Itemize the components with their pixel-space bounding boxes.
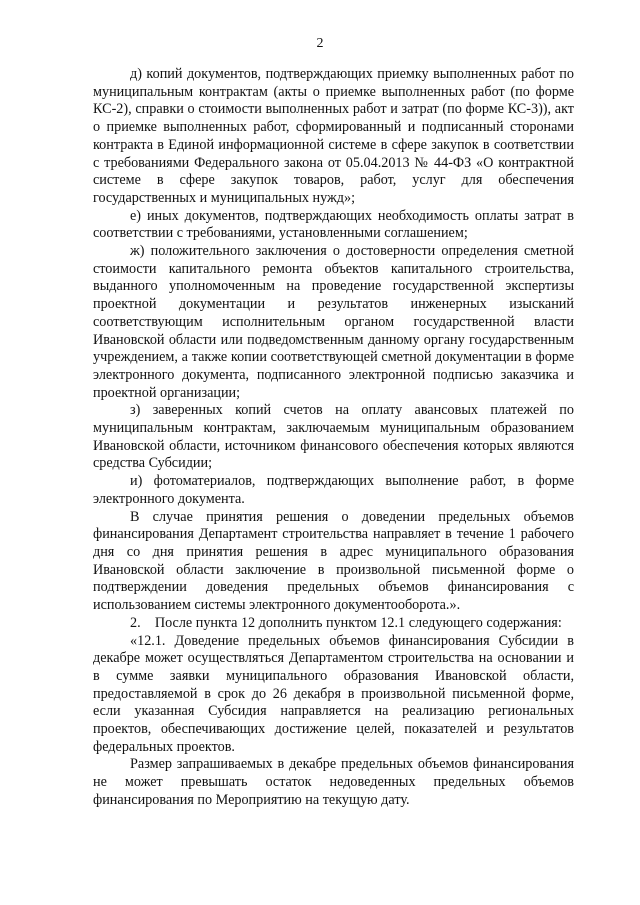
paragraph-d-copies-of-acceptance-documents: д) копий документов, подтверждающих приемку выполненных работ по муниципальным контрактам (акты о приемке выполненных работ (по форме КС-2), справки о стоимости выполненных работ и затрат (по форме КС-3)), акт о приемке выполненных работ, сформированный и подписанный сторонами контракта в Единой информационной системе в сфере закупок в соответствии с требованиями Федерального закона от 05.04.2013 № 44-ФЗ «О контрактной системе в сфере закупок товаров, работ, услуг для обеспечения государственных и муниципальных нужд»; [93,66,574,206]
paragraph-item-2-amendment: 2. После пункта 12 дополнить пунктом 12.1 следующего содержания: [130,614,562,631]
paragraph-z-invoice-copies: з) заверенных копий счетов на оплату авансовых платежей по муниципальным контрактам, заключаемым муниципальным образованием Ивановской области, источником финансового обеспечения которых являются средства Субсидии; [93,402,574,472]
paragraph-requested-amount-limit: Размер запрашиваемых в декабре предельных объемов финансирования не может превышать остаток недоведенных предельных объемов финансирования по Мероприятию на текущую дату. [93,756,574,808]
paragraph-12-1-december-limits: «12.1. Доведение предельных объемов финансирования Субсидии в декабре может осуществляться Департаментом строительства на основании и в сумме заявки муниципального образования Ивановской области, предоставляемой в срок до 26 декабря в произвольной письменной форме, если указанная Субсидия направляется на реализацию региональных проектов, обеспечивающих достижение целей, показателей и результатов федеральных проектов. [93,632,574,755]
page-number: 2 [316,36,324,51]
paragraph-e-other-documents: е) иных документов, подтверждающих необходимость оплаты затрат в соответствии с требованиями, установленными соглашением; [93,207,574,242]
document-body [93,66,574,810]
paragraph-i-photo-materials: и) фотоматериалов, подтверждающих выполнение работ, в форме электронного документа. [93,473,574,507]
paragraph-decision-notice: В случае принятия решения о доведении предельных объемов финансирования Департамент строительства направляет в течение 1 рабочего дня со дня принятия решения в адрес муниципального образования Ивановской области заключение в произвольной письменной форме о подтверждении доведения предельных объемов финансирования с использованием системы электронного документооборота.». [93,508,574,614]
paragraph-zh-positive-conclusion: ж) положительного заключения о достоверности определения сметной стоимости капитального ремонта объектов капитального строительства, выданного уполномоченным на проведение государственной экспертизы проектной документации и результатов инженерных изысканий соответствующим исполнительным органом государственной власти Ивановской области или подведомственным данному органу государственным учреждением, а также копии соответствующей сметной документации в форме электронного документа, подписанного электронной подписью заказчика и проектной организации; [93,243,574,401]
